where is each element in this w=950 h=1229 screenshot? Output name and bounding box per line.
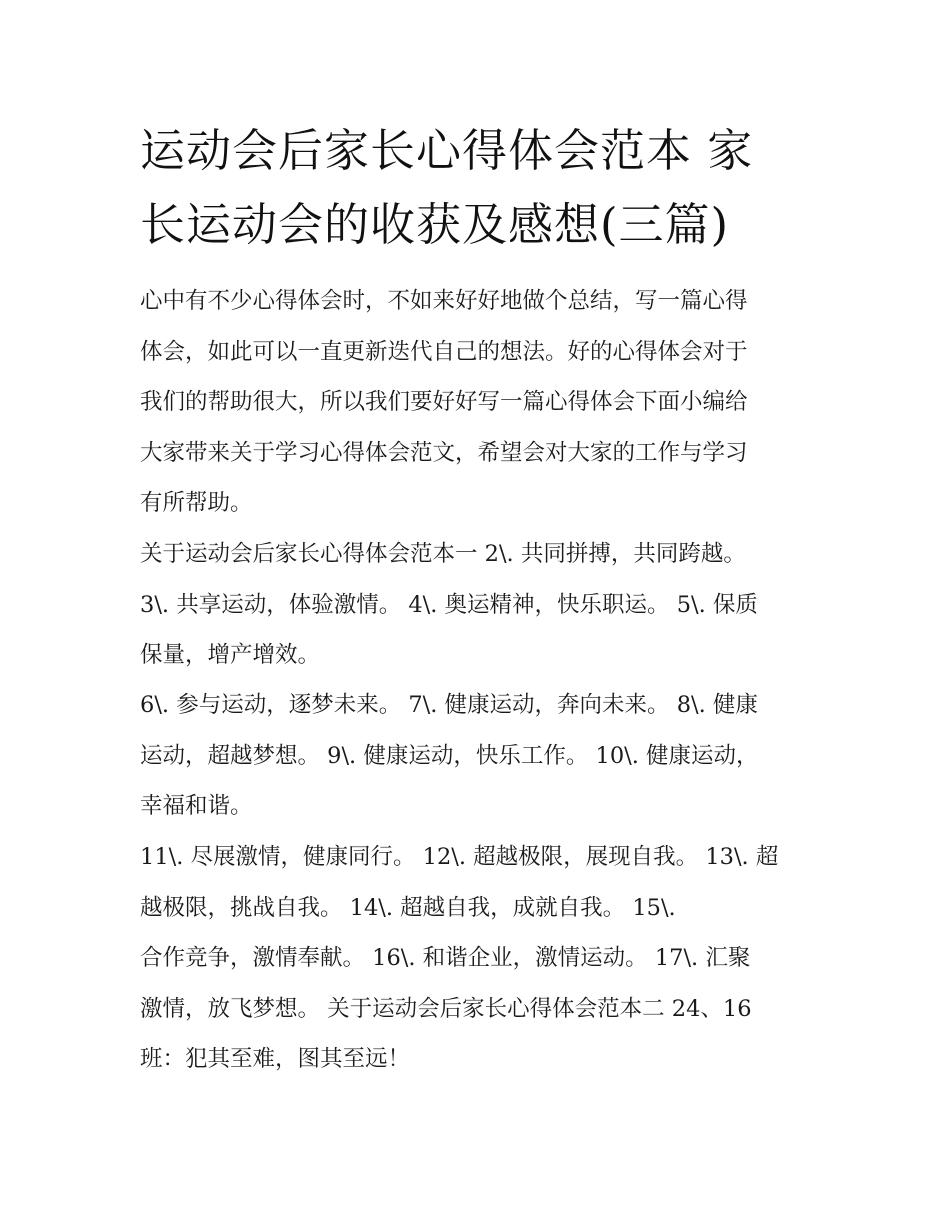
text-line: 6\. 参与运动，逐梦未来。 7\. 健康运动，奔向未来。 8\. 健康 bbox=[140, 692, 758, 718]
text-line: 运动，超越梦想。 9\. 健康运动，快乐工作。 10\. 健康运动， bbox=[140, 742, 759, 769]
text-line: 3\. 共享运动，体验激情。 4\. 奥运精神，快乐职运。 5\. 保质 bbox=[140, 591, 758, 618]
intro-paragraph bbox=[140, 276, 820, 529]
text-line: 保量，增产增效。 bbox=[140, 642, 321, 668]
text-line: 班：犯其至难，图其至远！ bbox=[140, 1046, 411, 1072]
title-line: 长运动会的收获及感想(三篇) bbox=[140, 198, 730, 251]
text-line: 体会，如此可以一直更新迭代自己的想法。好的心得体会对于 bbox=[140, 338, 748, 365]
text-line: 关于运动会后家长心得体会范本一 2\. 共同拼搏，共同跨越。 bbox=[140, 541, 746, 567]
text-line: 合作竞争，激情奉献。 16\. 和谐企业，激情运动。 17\. 汇聚 bbox=[140, 945, 751, 971]
slogans-paragraph-3 bbox=[140, 832, 820, 1085]
slogans-paragraph-1 bbox=[140, 529, 820, 681]
slogans-paragraph-2 bbox=[140, 680, 820, 832]
title-line: 运动会后家长心得体会范本 家 bbox=[140, 124, 754, 177]
text-line: 心中有不少心得体会时，不如来好好地做个总结，写一篇心得 bbox=[140, 288, 748, 314]
text-line: 11\. 尽展激情，健康同行。 12\. 超越极限，展现自我。 13\. 超 bbox=[140, 844, 779, 870]
text-line: 越极限，挑战自我。 14\. 超越自我，成就自我。 15\. bbox=[140, 894, 676, 921]
document-title bbox=[140, 114, 820, 262]
text-line: 有所帮助。 bbox=[140, 490, 253, 516]
text-line: 激情，放飞梦想。 关于运动会后家长心得体会范本二 24、16 bbox=[140, 995, 752, 1022]
text-line: 我们的帮助很大，所以我们要好好写一篇心得体会下面小编给 bbox=[140, 389, 748, 415]
text-line: 大家带来关于学习心得体会范文，希望会对大家的工作与学习 bbox=[140, 439, 748, 466]
text-line: 幸福和谐。 bbox=[140, 793, 253, 819]
